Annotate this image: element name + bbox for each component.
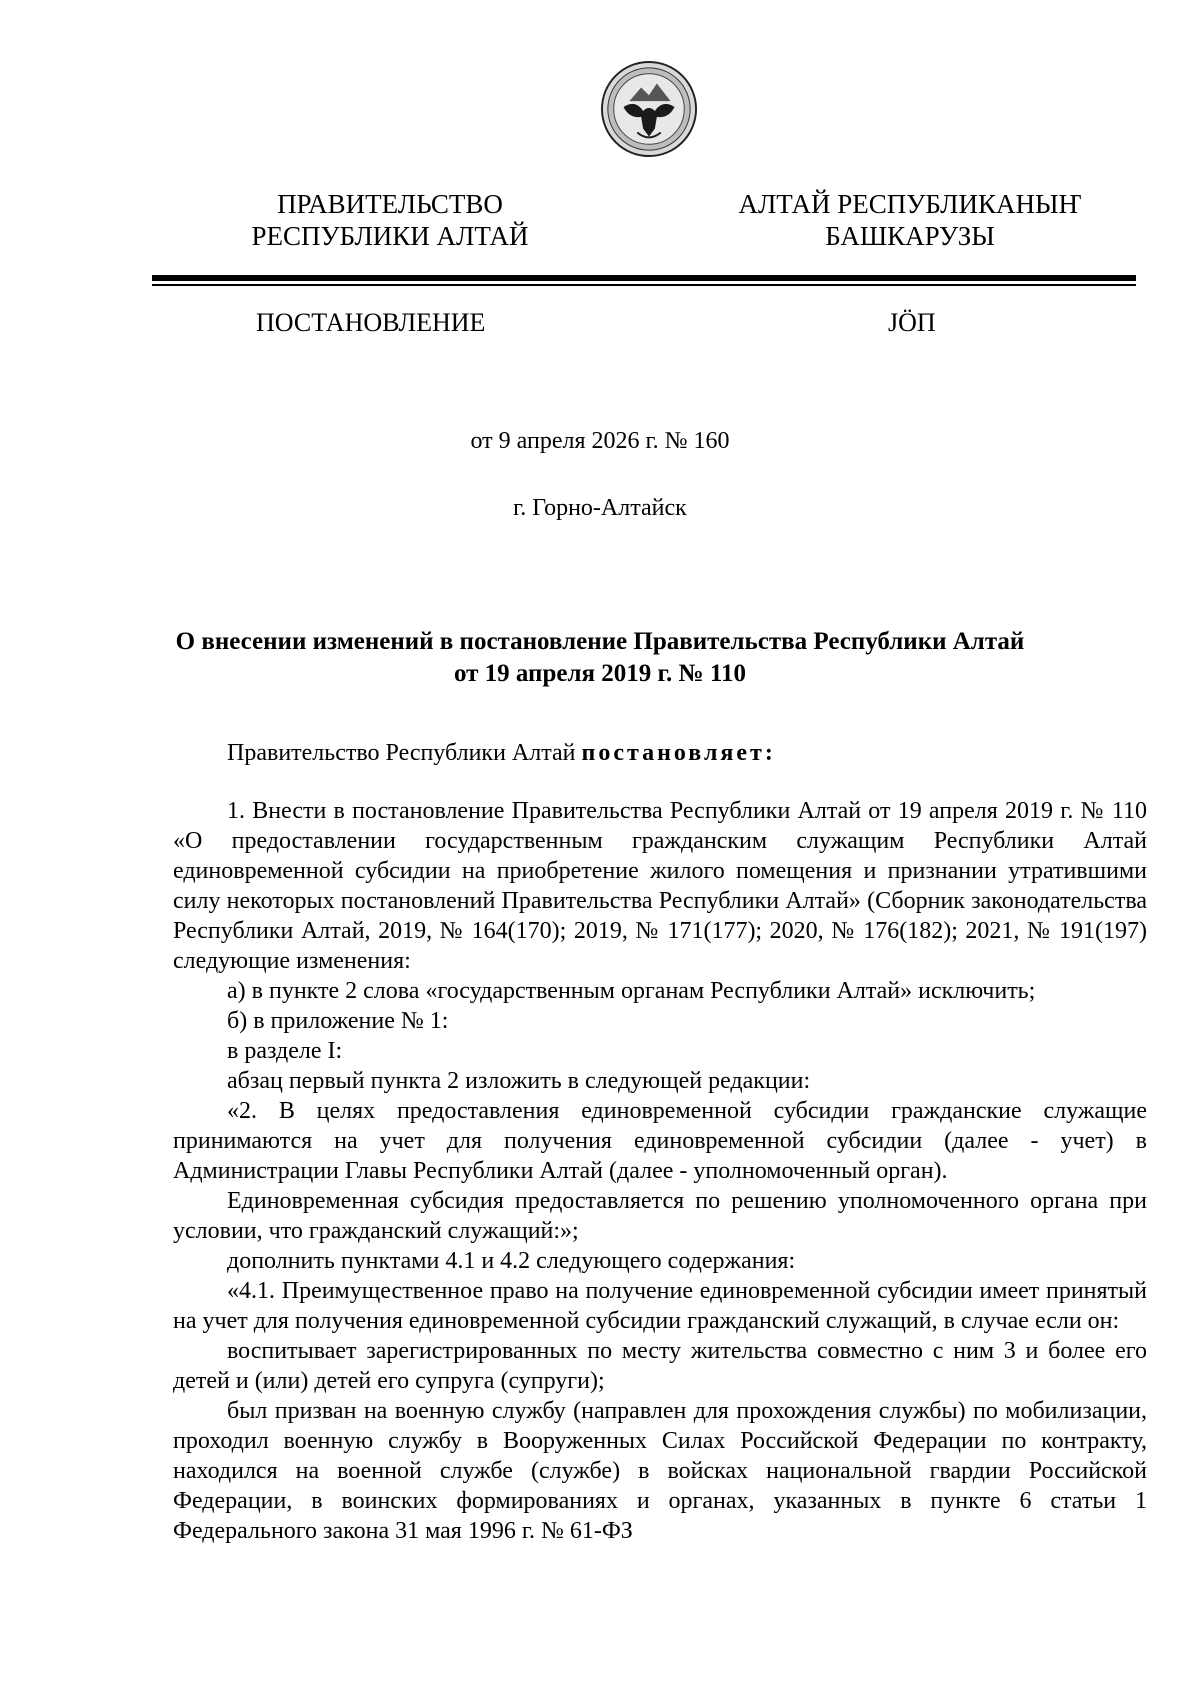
document-date-number: от 9 апреля 2026 г. № 160 [470, 428, 730, 454]
paragraph-add-points: дополнить пунктами 4.1 и 4.2 следующего содержания: [227, 1248, 796, 1274]
paragraph-1: 1. Внести в постановление Правительства Республики Алтай от 19 апреля 2019 г. № 110 «О предоставлении государственным гражданским служащим Республики Алтай единовременной субсидии на приобретение жилого помещения и признании утратившими силу некоторых постановлений Правительства Республики Алтай» (Сборник законодательства Республики Алтай, 2019, № 164(170); 2019, № 171(177); 2020, № 176(182); 2021, № 191(197) следующие изменения: [173, 798, 1147, 974]
left-org-line-2: РЕСПУБЛИКИ АЛТАЙ [251, 221, 529, 251]
right-org-line-2: БАШКАРУЗЫ [825, 221, 995, 251]
header-divider-thin [152, 284, 1136, 286]
document-city: г. Горно-Алтайск [513, 495, 687, 521]
paragraph-subsidy-decision: Единовременная субсидия предоставляется по решению уполномоченного органа при условии, что гражданский служащий:»; [173, 1188, 1147, 1244]
paragraph-section-1: в разделе I: [227, 1038, 343, 1064]
title-line-1: О внесении изменений в постановление Правительства Республики Алтай [175, 628, 1025, 655]
coat-of-arms-emblem [600, 60, 698, 158]
right-org-line-1: АЛТАЙ РЕСПУБЛИКАНЫҤ [738, 189, 1082, 219]
doc-type-russian: ПОСТАНОВЛЕНИЕ [256, 308, 486, 337]
paragraph-b: б) в приложение № 1: [227, 1008, 449, 1034]
preamble-prefix: Правительство Республики Алтай [227, 740, 582, 766]
paragraph-point-4-1: «4.1. Преимущественное право на получение единовременной субсидии имеет принятый на учет для получения единовременной субсидии гражданский служащий, в случае если он: [173, 1278, 1147, 1334]
paragraph-children: воспитывает зарегистрированных по месту жительства совместно с ним 3 и более его детей и (или) детей его супруга (супруги); [173, 1338, 1147, 1394]
title-line-2: от 19 апреля 2019 г. № 110 [453, 660, 747, 687]
left-org-line-1: ПРАВИТЕЛЬСТВО [277, 189, 503, 219]
left-organization-name [210, 188, 570, 252]
doc-type-altai: JӦП [888, 308, 936, 337]
paragraph-point-2: «2. В целях предоставления единовременной субсидии гражданские служащие принимаются на учет для получения единовременной субсидии (далее - учет) в Администрации Главы Республики Алтай (далее - уполномоченный орган). [173, 1098, 1147, 1184]
right-organization-name [730, 188, 1090, 252]
preamble [173, 738, 1147, 768]
paragraph-abzac: абзац первый пункта 2 изложить в следующей редакции: [227, 1068, 811, 1094]
preamble-verb: постановляет: [581, 740, 776, 766]
paragraph-military: был призван на военную службу (направлен для прохождения службы) по мобилизации, проходил военную службу в Вооруженных Силах Российской Федерации по контракту, находился на военной службе (службе) в войсках национальной гвардии Российской Федерации, в воинских формированиях и органах, указанных в пункте 6 статьи 1 Федерального закона 31 мая 1996 г. № 61-ФЗ [173, 1398, 1147, 1544]
paragraph-a: а) в пункте 2 слова «государственным органам Республики Алтай» исключить; [227, 978, 1036, 1004]
document-body [173, 738, 1147, 1546]
header-divider-thick [152, 275, 1136, 281]
document-title [0, 626, 1200, 690]
